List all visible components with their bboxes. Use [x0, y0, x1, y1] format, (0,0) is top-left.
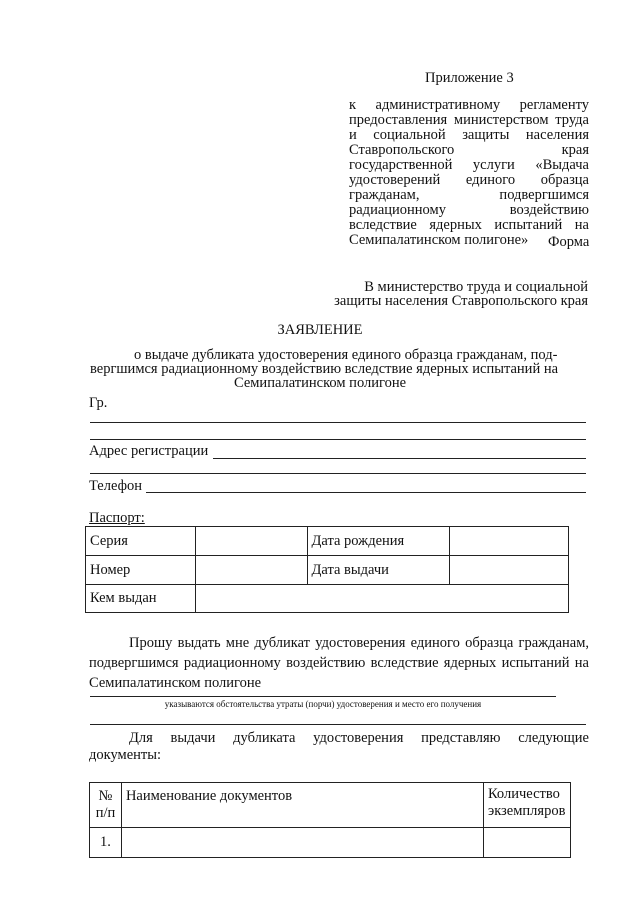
subtitle-line-3: Семипалатинском полигоне: [233, 375, 407, 391]
passport-issue-date-label: Дата выдачи: [307, 556, 450, 585]
passport-table: [85, 526, 569, 613]
passport-number-value[interactable]: [195, 556, 307, 585]
passport-label: Паспорт:: [89, 510, 145, 526]
circumstances-line-2[interactable]: [90, 724, 586, 725]
citizen-label: Гр.: [89, 395, 108, 411]
passport-issue-date-value[interactable]: [450, 556, 569, 585]
addressee-line-1: В министерство труда и социальной: [364, 279, 588, 295]
passport-birth-date-value[interactable]: [450, 527, 569, 556]
regulation-reference: к административному регламенту предоставления министерством труда и социальной защиты населения Ставропольского края государственной услуги «Выдача удостоверений единого образца гражданам, подвергшимся радиационному воздействию вследствие ядерных испытаний на Семипалатинском полигоне»: [349, 97, 589, 248]
documents-intro: Для выдачи дубликата удостоверения представляю следующие документы:: [89, 730, 589, 763]
page-title: ЗАЯВЛЕНИЕ: [277, 322, 363, 338]
col-num-header: № п/п: [90, 783, 122, 828]
address-field-line-2[interactable]: [90, 473, 586, 474]
row-doc-qty[interactable]: [483, 828, 570, 858]
passport-birth-date-label: Дата рождения: [307, 527, 450, 556]
passport-series-label: Серия: [86, 527, 196, 556]
address-label: Адрес регистрации: [89, 443, 209, 459]
passport-issued-by-label: Кем выдан: [86, 585, 196, 613]
passport-number-label: Номер: [86, 556, 196, 585]
circumstances-note: указываются обстоятельства утраты (порчи) удостоверения и место его получения: [164, 699, 482, 709]
addressee-line-2: защиты населения Ставропольского края: [334, 293, 588, 309]
citizen-name-line-2[interactable]: [90, 439, 586, 440]
subtitle-line-1: о выдаче дубликата удостоверения единого образца гражданам, под-: [134, 347, 558, 363]
row-num: 1.: [90, 828, 122, 858]
address-field-line[interactable]: [213, 458, 586, 459]
subtitle-line-2: вергшимся радиационному воздействию вследствие ядерных испытаний на: [90, 361, 559, 377]
col-name-header: Наименование документов: [121, 783, 483, 828]
passport-issued-by-value[interactable]: [195, 585, 568, 613]
row-doc-name[interactable]: [121, 828, 483, 858]
col-qty-header: Количество экземпляров: [483, 783, 570, 828]
request-text: Прошу выдать мне дубликат удостоверения единого образца гражданам, подвергшимся радиационному воздействию вследствие ядерных испытаний на Семипалатинском полигоне: [89, 635, 589, 691]
phone-field-line[interactable]: [146, 492, 586, 493]
documents-table: [89, 782, 571, 858]
table-row: [90, 828, 571, 858]
phone-label: Телефон: [89, 478, 142, 494]
circumstances-line[interactable]: [90, 696, 556, 697]
form-label: Форма: [548, 234, 590, 250]
appendix-number: Приложение 3: [425, 70, 514, 86]
passport-series-value[interactable]: [195, 527, 307, 556]
citizen-name-line[interactable]: [90, 422, 586, 423]
